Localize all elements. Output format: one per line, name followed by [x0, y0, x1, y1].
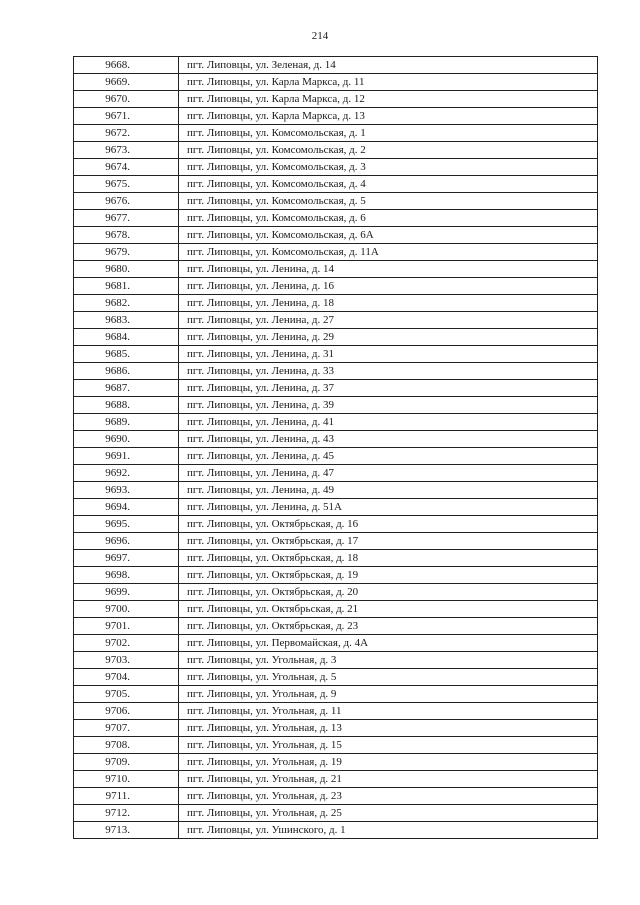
- address-cell: пгт. Липовцы, ул. Октябрьская, д. 17: [179, 533, 598, 550]
- address-cell: пгт. Липовцы, ул. Октябрьская, д. 20: [179, 584, 598, 601]
- row-number: 9702.: [74, 635, 179, 652]
- table-row: [74, 397, 598, 414]
- address-cell: пгт. Липовцы, ул. Ленина, д. 47: [179, 465, 598, 482]
- table-row: [74, 261, 598, 278]
- row-number: 9705.: [74, 686, 179, 703]
- table-row: [74, 516, 598, 533]
- row-number: 9676.: [74, 193, 179, 210]
- row-number: 9711.: [74, 788, 179, 805]
- address-cell: пгт. Липовцы, ул. Ленина, д. 29: [179, 329, 598, 346]
- table-row: [74, 720, 598, 737]
- row-number: 9680.: [74, 261, 179, 278]
- table-row: [74, 788, 598, 805]
- table-row: [74, 125, 598, 142]
- row-number: 9690.: [74, 431, 179, 448]
- table-row: [74, 652, 598, 669]
- table-row: [74, 601, 598, 618]
- table-row: [74, 363, 598, 380]
- row-number: 9672.: [74, 125, 179, 142]
- address-cell: пгт. Липовцы, ул. Угольная, д. 25: [179, 805, 598, 822]
- page-number: 214: [311, 30, 329, 42]
- row-number: 9685.: [74, 346, 179, 363]
- row-number: 9699.: [74, 584, 179, 601]
- row-number: 9712.: [74, 805, 179, 822]
- address-cell: пгт. Липовцы, ул. Угольная, д. 9: [179, 686, 598, 703]
- table-row: [74, 193, 598, 210]
- table-row: [74, 414, 598, 431]
- table-row: [74, 550, 598, 567]
- row-number: 9691.: [74, 448, 179, 465]
- address-cell: пгт. Липовцы, ул. Ленина, д. 37: [179, 380, 598, 397]
- address-cell: пгт. Липовцы, ул. Октябрьская, д. 18: [179, 550, 598, 567]
- address-cell: пгт. Липовцы, ул. Ленина, д. 33: [179, 363, 598, 380]
- table-row: [74, 737, 598, 754]
- row-number: 9700.: [74, 601, 179, 618]
- row-number: 9704.: [74, 669, 179, 686]
- address-cell: пгт. Липовцы, ул. Ленина, д. 51А: [179, 499, 598, 516]
- row-number: 9703.: [74, 652, 179, 669]
- row-number: 9693.: [74, 482, 179, 499]
- address-cell: пгт. Липовцы, ул. Первомайская, д. 4А: [179, 635, 598, 652]
- row-number: 9675.: [74, 176, 179, 193]
- address-cell: пгт. Липовцы, ул. Ушинского, д. 1: [179, 822, 598, 839]
- row-number: 9678.: [74, 227, 179, 244]
- row-number: 9670.: [74, 91, 179, 108]
- row-number: 9713.: [74, 822, 179, 839]
- row-number: 9669.: [74, 74, 179, 91]
- address-cell: пгт. Липовцы, ул. Комсомольская, д. 4: [179, 176, 598, 193]
- row-number: 9671.: [74, 108, 179, 125]
- row-number: 9708.: [74, 737, 179, 754]
- address-cell: пгт. Липовцы, ул. Октябрьская, д. 21: [179, 601, 598, 618]
- table-row: [74, 108, 598, 125]
- table-row: [74, 669, 598, 686]
- row-number: 9694.: [74, 499, 179, 516]
- table-row: [74, 227, 598, 244]
- row-number: 9696.: [74, 533, 179, 550]
- table-row: [74, 380, 598, 397]
- table-row: [74, 499, 598, 516]
- row-number: 9709.: [74, 754, 179, 771]
- address-cell: пгт. Липовцы, ул. Ленина, д. 14: [179, 261, 598, 278]
- address-cell: пгт. Липовцы, ул. Угольная, д. 23: [179, 788, 598, 805]
- table-row: [74, 278, 598, 295]
- address-cell: пгт. Липовцы, ул. Октябрьская, д. 16: [179, 516, 598, 533]
- address-cell: пгт. Липовцы, ул. Комсомольская, д. 5: [179, 193, 598, 210]
- table-row: [74, 618, 598, 635]
- table-row: [74, 346, 598, 363]
- table-row: [74, 703, 598, 720]
- address-cell: пгт. Липовцы, ул. Комсомольская, д. 2: [179, 142, 598, 159]
- address-cell: пгт. Липовцы, ул. Ленина, д. 43: [179, 431, 598, 448]
- table-row: [74, 448, 598, 465]
- address-cell: пгт. Липовцы, ул. Ленина, д. 16: [179, 278, 598, 295]
- table-row: [74, 244, 598, 261]
- row-number: 9692.: [74, 465, 179, 482]
- table-row: [74, 482, 598, 499]
- address-cell: пгт. Липовцы, ул. Карла Маркса, д. 13: [179, 108, 598, 125]
- table-row: [74, 295, 598, 312]
- table-row: [74, 142, 598, 159]
- address-cell: пгт. Липовцы, ул. Ленина, д. 45: [179, 448, 598, 465]
- address-cell: пгт. Липовцы, ул. Комсомольская, д. 1: [179, 125, 598, 142]
- address-cell: пгт. Липовцы, ул. Октябрьская, д. 23: [179, 618, 598, 635]
- address-cell: пгт. Липовцы, ул. Ленина, д. 18: [179, 295, 598, 312]
- row-number: 9679.: [74, 244, 179, 261]
- address-cell: пгт. Липовцы, ул. Угольная, д. 5: [179, 669, 598, 686]
- row-number: 9681.: [74, 278, 179, 295]
- table-row: [74, 312, 598, 329]
- address-cell: пгт. Липовцы, ул. Ленина, д. 27: [179, 312, 598, 329]
- row-number: 9688.: [74, 397, 179, 414]
- address-table-body: [74, 57, 598, 839]
- address-cell: пгт. Липовцы, ул. Карла Маркса, д. 12: [179, 91, 598, 108]
- address-cell: пгт. Липовцы, ул. Карла Маркса, д. 11: [179, 74, 598, 91]
- row-number: 9684.: [74, 329, 179, 346]
- row-number: 9710.: [74, 771, 179, 788]
- row-number: 9683.: [74, 312, 179, 329]
- address-cell: пгт. Липовцы, ул. Угольная, д. 13: [179, 720, 598, 737]
- address-cell: пгт. Липовцы, ул. Угольная, д. 3: [179, 652, 598, 669]
- row-number: 9695.: [74, 516, 179, 533]
- address-cell: пгт. Липовцы, ул. Комсомольская, д. 6А: [179, 227, 598, 244]
- row-number: 9674.: [74, 159, 179, 176]
- address-cell: пгт. Липовцы, ул. Угольная, д. 21: [179, 771, 598, 788]
- row-number: 9698.: [74, 567, 179, 584]
- address-table-container: [73, 56, 597, 839]
- address-cell: пгт. Липовцы, ул. Ленина, д. 31: [179, 346, 598, 363]
- row-number: 9706.: [74, 703, 179, 720]
- table-row: [74, 57, 598, 74]
- address-cell: пгт. Липовцы, ул. Комсомольская, д. 6: [179, 210, 598, 227]
- table-row: [74, 686, 598, 703]
- address-table: [73, 56, 598, 839]
- row-number: 9686.: [74, 363, 179, 380]
- table-row: [74, 635, 598, 652]
- address-cell: пгт. Липовцы, ул. Угольная, д. 19: [179, 754, 598, 771]
- table-row: [74, 465, 598, 482]
- address-cell: пгт. Липовцы, ул. Зеленая, д. 14: [179, 57, 598, 74]
- address-cell: пгт. Липовцы, ул. Угольная, д. 11: [179, 703, 598, 720]
- table-row: [74, 210, 598, 227]
- address-cell: пгт. Липовцы, ул. Ленина, д. 49: [179, 482, 598, 499]
- row-number: 9701.: [74, 618, 179, 635]
- row-number: 9687.: [74, 380, 179, 397]
- row-number: 9689.: [74, 414, 179, 431]
- table-row: [74, 329, 598, 346]
- address-cell: пгт. Липовцы, ул. Октябрьская, д. 19: [179, 567, 598, 584]
- table-row: [74, 159, 598, 176]
- row-number: 9673.: [74, 142, 179, 159]
- table-row: [74, 74, 598, 91]
- table-row: [74, 754, 598, 771]
- address-cell: пгт. Липовцы, ул. Угольная, д. 15: [179, 737, 598, 754]
- row-number: 9707.: [74, 720, 179, 737]
- table-row: [74, 533, 598, 550]
- row-number: 9668.: [74, 57, 179, 74]
- address-cell: пгт. Липовцы, ул. Ленина, д. 39: [179, 397, 598, 414]
- table-row: [74, 822, 598, 839]
- table-row: [74, 431, 598, 448]
- table-row: [74, 91, 598, 108]
- row-number: 9677.: [74, 210, 179, 227]
- address-cell: пгт. Липовцы, ул. Комсомольская, д. 11А: [179, 244, 598, 261]
- table-row: [74, 771, 598, 788]
- table-row: [74, 584, 598, 601]
- address-cell: пгт. Липовцы, ул. Комсомольская, д. 3: [179, 159, 598, 176]
- table-row: [74, 805, 598, 822]
- table-row: [74, 567, 598, 584]
- row-number: 9697.: [74, 550, 179, 567]
- address-cell: пгт. Липовцы, ул. Ленина, д. 41: [179, 414, 598, 431]
- row-number: 9682.: [74, 295, 179, 312]
- table-row: [74, 176, 598, 193]
